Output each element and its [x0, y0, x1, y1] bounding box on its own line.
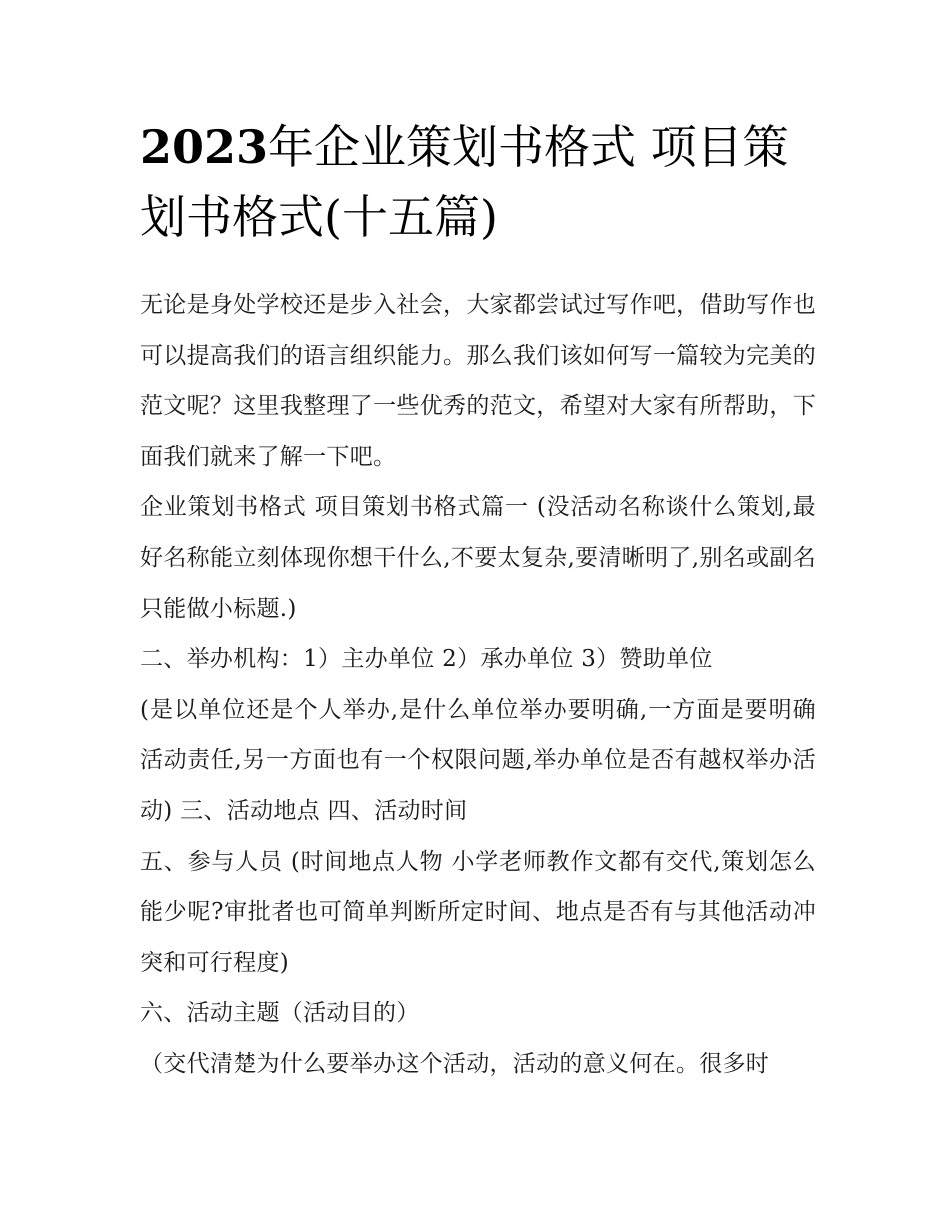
- paragraph-theme: 六、活动主题（活动目的）: [140, 1000, 420, 1027]
- paragraph-participants: 五、参与人员 (时间地点人物 小学老师教作文都有交代,策划怎么能少呢?审批者也可简单判断所定时间、地点是否有与其他活动冲突和可行程度): [140, 848, 816, 976]
- paragraph-organizer-notes: (是以单位还是个人举办,是什么单位举办要明确,一方面是要明确活动责任,另一方面也有一个权限问题,举办单位是否有越权举办活动) 三、活动地点 四、活动时间: [140, 696, 816, 824]
- document-title: [140, 112, 820, 252]
- document-body: [140, 280, 816, 1090]
- paragraph-section-one: 企业策划书格式 项目策划书格式篇一 (没活动名称谈什么策划,最好名称能立刻体现你想干什么,不要太复杂,要清晰明了,别名或副名只能做小标题.): [140, 494, 816, 622]
- paragraph-theme-notes: （交代清楚为什么要举办这个活动，活动的意义何在。很多时: [140, 1050, 770, 1077]
- paragraph-organizers: 二、举办机构：1）主办单位 2）承办单位 3）赞助单位: [140, 646, 713, 673]
- title-year: 2023: [140, 120, 269, 174]
- paragraph-intro: 无论是身处学校还是步入社会，大家都尝试过写作吧，借助写作也可以提高我们的语言组织能力。那么我们该如何写一篇较为完美的范文呢？这里我整理了一些优秀的范文，希望对大家有所帮助，下面我们就来了解一下吧。: [140, 292, 816, 470]
- title-text: 年企业策划书格式 项目策划书格式(十五篇): [140, 120, 789, 244]
